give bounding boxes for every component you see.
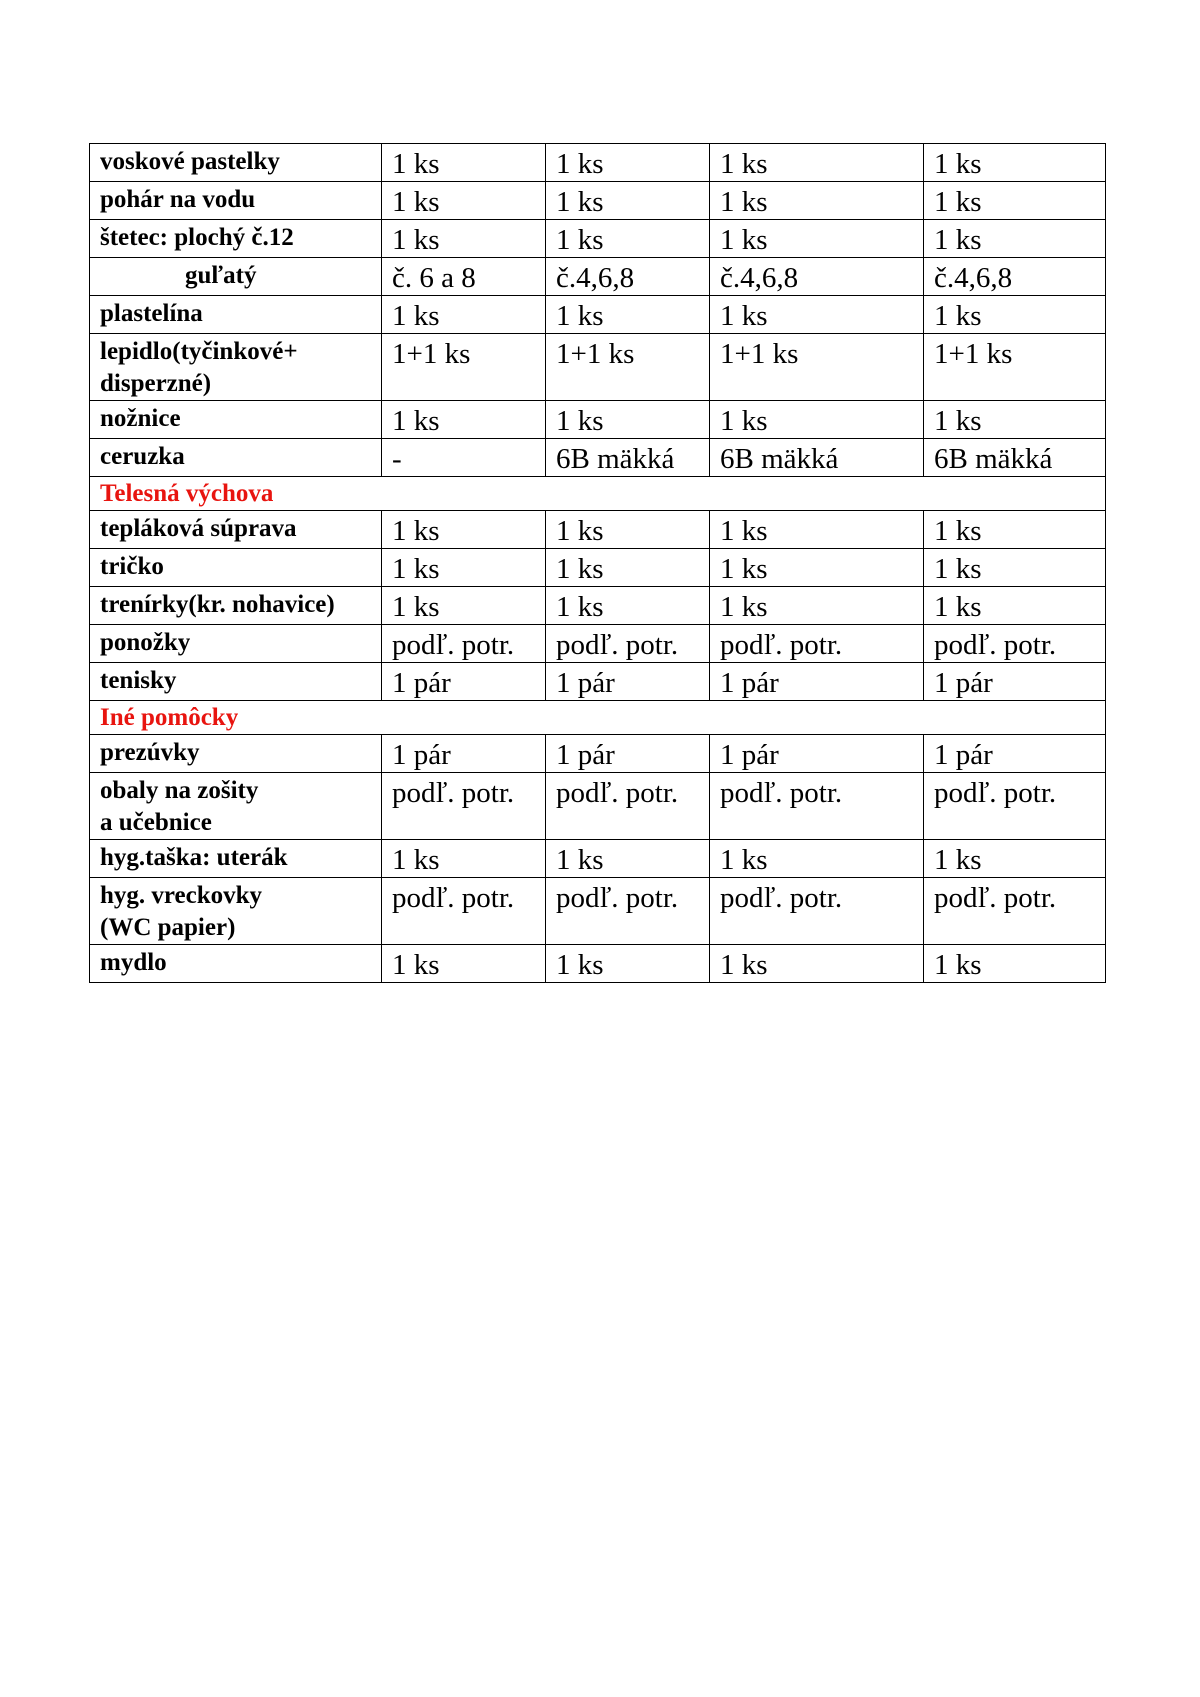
item-name-line: hyg. vreckovky bbox=[100, 882, 263, 909]
item-name-line: prezúvky bbox=[100, 739, 200, 766]
quantity-cell: 1 pár bbox=[710, 663, 924, 701]
item-name-line: guľatý bbox=[185, 262, 257, 289]
quantity-cell: podľ. potr. bbox=[924, 878, 1106, 945]
quantity-cell: 1 ks bbox=[710, 945, 924, 983]
table-body bbox=[90, 144, 1106, 983]
item-name-cell bbox=[90, 625, 382, 663]
item-name-line: lepidlo(tyčinkové+ bbox=[100, 338, 298, 365]
quantity-cell: podľ. potr. bbox=[710, 878, 924, 945]
item-name-line: voskové pastelky bbox=[100, 148, 280, 175]
quantity-cell: č.4,6,8 bbox=[924, 258, 1106, 296]
item-name-cell bbox=[90, 735, 382, 773]
section-heading: Telesná výchova bbox=[90, 477, 1106, 511]
quantity-cell: 1 ks bbox=[924, 401, 1106, 439]
quantity-cell: 1 ks bbox=[924, 549, 1106, 587]
table-row bbox=[90, 511, 1106, 549]
item-name-line: ceruzka bbox=[100, 443, 185, 470]
quantity-cell: 1 ks bbox=[546, 511, 710, 549]
quantity-cell: 1 ks bbox=[546, 587, 710, 625]
quantity-cell: č.4,6,8 bbox=[710, 258, 924, 296]
section-heading-row bbox=[90, 477, 1106, 511]
quantity-cell: 1 ks bbox=[382, 511, 546, 549]
quantity-cell: 1 ks bbox=[924, 182, 1106, 220]
quantity-cell: 1 ks bbox=[546, 182, 710, 220]
quantity-cell: 1+1 ks bbox=[382, 334, 546, 401]
quantity-cell: podľ. potr. bbox=[546, 625, 710, 663]
table-row bbox=[90, 334, 1106, 401]
item-name-cell bbox=[90, 773, 382, 840]
quantity-cell: 1 ks bbox=[710, 220, 924, 258]
table-row bbox=[90, 220, 1106, 258]
quantity-cell: podľ. potr. bbox=[924, 625, 1106, 663]
item-name-line: nožnice bbox=[100, 405, 181, 432]
item-name-cell bbox=[90, 549, 382, 587]
quantity-cell: 1 ks bbox=[546, 144, 710, 182]
quantity-cell: 1 pár bbox=[546, 735, 710, 773]
table-row bbox=[90, 182, 1106, 220]
section-heading: Iné pomôcky bbox=[90, 701, 1106, 735]
item-name-cell bbox=[90, 878, 382, 945]
table-row bbox=[90, 945, 1106, 983]
item-name-line: hyg.taška: uterák bbox=[100, 844, 288, 871]
quantity-cell: 1 ks bbox=[382, 296, 546, 334]
quantity-cell: č. 6 a 8 bbox=[382, 258, 546, 296]
table-row bbox=[90, 625, 1106, 663]
quantity-cell: 1 ks bbox=[710, 144, 924, 182]
item-name-cell bbox=[90, 663, 382, 701]
item-name-line: trenírky(kr. nohavice) bbox=[100, 591, 335, 618]
quantity-cell: - bbox=[382, 439, 546, 477]
quantity-cell: 1 ks bbox=[546, 945, 710, 983]
table-row bbox=[90, 401, 1106, 439]
quantity-cell: 1 ks bbox=[546, 401, 710, 439]
quantity-cell: 1 ks bbox=[382, 549, 546, 587]
quantity-cell: 1 ks bbox=[382, 182, 546, 220]
quantity-cell: 1 ks bbox=[924, 945, 1106, 983]
item-name-cell bbox=[90, 334, 382, 401]
item-name-line: pohár na vodu bbox=[100, 186, 256, 213]
quantity-cell: 1 ks bbox=[382, 144, 546, 182]
item-name-cell bbox=[90, 182, 382, 220]
quantity-cell: 1 ks bbox=[546, 840, 710, 878]
item-name-cell bbox=[90, 511, 382, 549]
item-name-line: obaly na zošity bbox=[100, 777, 259, 804]
quantity-cell: 1 pár bbox=[546, 663, 710, 701]
quantity-cell: 1 ks bbox=[924, 220, 1106, 258]
table-row bbox=[90, 735, 1106, 773]
section-heading-row bbox=[90, 701, 1106, 735]
quantity-cell: podľ. potr. bbox=[710, 625, 924, 663]
quantity-cell: 1 ks bbox=[382, 220, 546, 258]
item-name-cell bbox=[90, 258, 382, 296]
item-name-line: tenisky bbox=[100, 667, 177, 694]
quantity-cell: 1+1 ks bbox=[546, 334, 710, 401]
item-name-line: štetec: plochý č.12 bbox=[100, 224, 294, 251]
item-name-cell bbox=[90, 401, 382, 439]
item-name-line: tričko bbox=[100, 553, 164, 580]
item-name-line: tepláková súprava bbox=[100, 515, 297, 542]
quantity-cell: č.4,6,8 bbox=[546, 258, 710, 296]
item-name-line: a učebnice bbox=[100, 809, 212, 836]
table-row bbox=[90, 549, 1106, 587]
quantity-cell: 1 ks bbox=[710, 401, 924, 439]
quantity-cell: 1 ks bbox=[546, 296, 710, 334]
quantity-cell: 1 ks bbox=[546, 549, 710, 587]
quantity-cell: podľ. potr. bbox=[924, 773, 1106, 840]
item-name-line: disperzné) bbox=[100, 370, 212, 397]
quantity-cell: podľ. potr. bbox=[546, 878, 710, 945]
item-name-line: plastelína bbox=[100, 300, 203, 327]
quantity-cell: podľ. potr. bbox=[546, 773, 710, 840]
quantity-cell: 1 ks bbox=[382, 840, 546, 878]
quantity-cell: 1 pár bbox=[710, 735, 924, 773]
quantity-cell: 1+1 ks bbox=[924, 334, 1106, 401]
quantity-cell: 1 ks bbox=[710, 511, 924, 549]
quantity-cell: 1 ks bbox=[924, 587, 1106, 625]
quantity-cell: 1 ks bbox=[710, 587, 924, 625]
quantity-cell: podľ. potr. bbox=[382, 625, 546, 663]
quantity-cell: 1 ks bbox=[924, 840, 1106, 878]
quantity-cell: 1 ks bbox=[382, 401, 546, 439]
table-row bbox=[90, 587, 1106, 625]
table-row bbox=[90, 296, 1106, 334]
table-row bbox=[90, 878, 1106, 945]
item-name-cell bbox=[90, 945, 382, 983]
item-name-line: ponožky bbox=[100, 629, 191, 656]
quantity-cell: 1 ks bbox=[710, 549, 924, 587]
quantity-cell: 1 ks bbox=[710, 182, 924, 220]
quantity-cell: 6B mäkká bbox=[924, 439, 1106, 477]
quantity-cell: 6B mäkká bbox=[710, 439, 924, 477]
item-name-cell bbox=[90, 840, 382, 878]
quantity-cell: 1 ks bbox=[546, 220, 710, 258]
quantity-cell: 1 pár bbox=[924, 735, 1106, 773]
table-row bbox=[90, 663, 1106, 701]
item-name-cell bbox=[90, 296, 382, 334]
item-name-cell bbox=[90, 439, 382, 477]
quantity-cell: 1 ks bbox=[924, 296, 1106, 334]
quantity-cell: 1 ks bbox=[924, 144, 1106, 182]
quantity-cell: 1 ks bbox=[710, 296, 924, 334]
table-row bbox=[90, 773, 1106, 840]
item-name-cell bbox=[90, 587, 382, 625]
quantity-cell: 1 ks bbox=[382, 587, 546, 625]
quantity-cell: 1 pár bbox=[382, 735, 546, 773]
item-name-line: mydlo bbox=[100, 949, 167, 976]
school-supplies-table bbox=[89, 143, 1106, 983]
quantity-cell: 1 ks bbox=[382, 945, 546, 983]
item-name-cell bbox=[90, 144, 382, 182]
quantity-cell: podľ. potr. bbox=[382, 773, 546, 840]
quantity-cell: podľ. potr. bbox=[710, 773, 924, 840]
table-row bbox=[90, 439, 1106, 477]
quantity-cell: 1 pár bbox=[924, 663, 1106, 701]
quantity-cell: 1 pár bbox=[382, 663, 546, 701]
table-row bbox=[90, 258, 1106, 296]
item-name-line: (WC papier) bbox=[100, 914, 236, 941]
table-row bbox=[90, 144, 1106, 182]
quantity-cell: 6B mäkká bbox=[546, 439, 710, 477]
quantity-cell: 1 ks bbox=[924, 511, 1106, 549]
table-row bbox=[90, 840, 1106, 878]
quantity-cell: 1 ks bbox=[710, 840, 924, 878]
item-name-cell bbox=[90, 220, 382, 258]
quantity-cell: 1+1 ks bbox=[710, 334, 924, 401]
quantity-cell: podľ. potr. bbox=[382, 878, 546, 945]
